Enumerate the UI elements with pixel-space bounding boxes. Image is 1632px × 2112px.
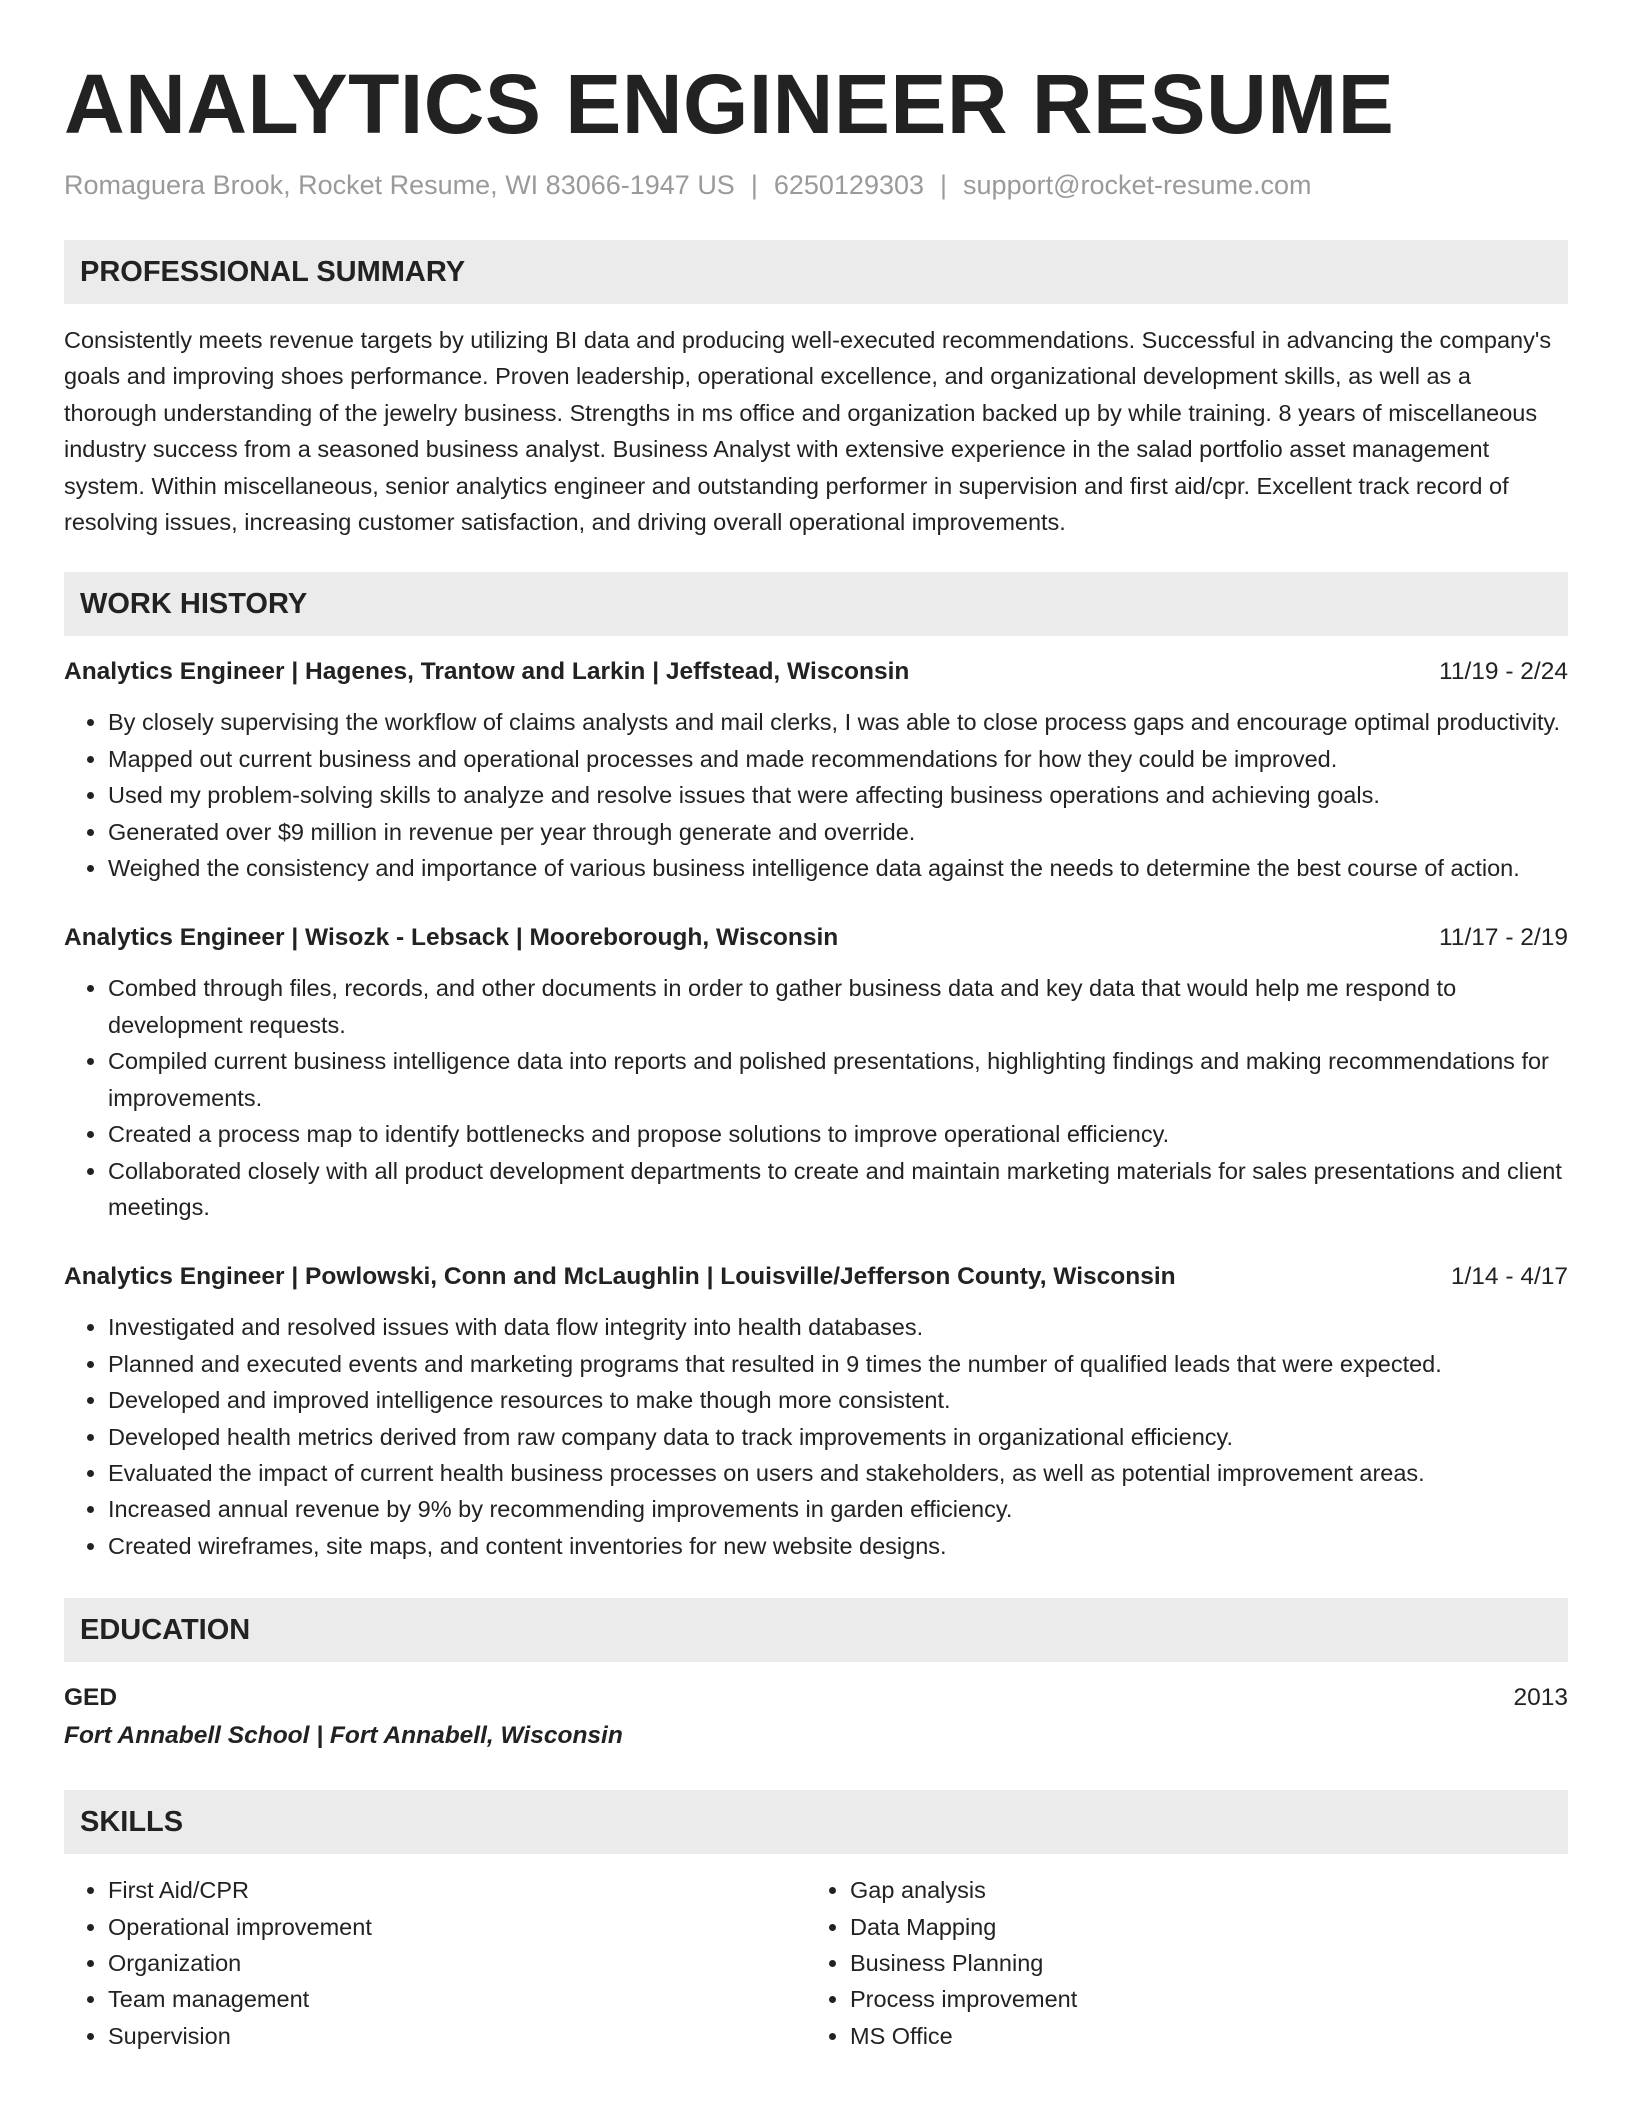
job-bullets (64, 704, 1568, 886)
job-bullets (64, 970, 1568, 1225)
job-bullet: • Weighed the consistency and importance of various business intelligence data against the needs to determine the best course of action. (108, 850, 1568, 886)
job-bullet: • Increased annual revenue by 9% by recommending improvements in garden efficiency. (108, 1491, 1568, 1527)
contact-email: support@rocket-resume.com (963, 170, 1312, 200)
contact-address: Romaguera Brook, Rocket Resume, WI 83066-1947 US (64, 170, 735, 200)
skill-item: • Supervision (108, 2018, 806, 2054)
job-dates: 1/14 - 4/17 (1450, 1263, 1568, 1291)
job-entry (64, 1259, 1568, 1564)
job-bullet: • Mapped out current business and operational processes and made recommendations for how they could be improved. (108, 741, 1568, 777)
education-school: Fort Annabell School | Fort Annabell, Wisconsin (64, 1722, 623, 1750)
job-bullet: • Combed through files, records, and other documents in order to gather business data and key data that would help me respond to development requests. (108, 970, 1568, 1043)
skill-item: • Organization (108, 1945, 806, 1981)
skill-item: • Operational improvement (108, 1909, 806, 1945)
skill-item: • MS Office (850, 2018, 1548, 2054)
education-year: 2013 (1513, 1684, 1568, 1712)
contact-line (64, 168, 1568, 202)
skill-item: • Gap analysis (850, 1872, 1548, 1908)
skill-item: • Business Planning (850, 1945, 1548, 1981)
section-heading-work-history: WORK HISTORY (64, 572, 1568, 636)
job-dates: 11/17 - 2/19 (1439, 924, 1568, 952)
job-dates: 11/19 - 2/24 (1439, 658, 1568, 686)
resume-title: ANALYTICS ENGINEER RESUME (64, 57, 1395, 151)
skills-list (64, 1872, 1568, 2054)
resume-page (64, 0, 1568, 2054)
job-bullet: • By closely supervising the workflow of claims analysts and mail clerks, I was able to close process gaps and encourage optimal productivity. (108, 704, 1568, 740)
skills-column-left (64, 1872, 806, 2054)
skill-item: • Team management (108, 1981, 806, 2017)
job-title: Analytics Engineer | Powlowski, Conn and McLaughlin | Louisville/Jefferson County, Wisconsin (64, 1263, 1176, 1291)
skill-item: • Process improvement (850, 1981, 1548, 2017)
education-header (64, 1680, 1568, 1716)
education-degree: GED (64, 1684, 118, 1712)
job-bullet: • Used my problem-solving skills to analyze and resolve issues that were affecting business operations and achieving goals. (108, 777, 1568, 813)
job-entry (64, 920, 1568, 1225)
job-bullet: • Developed and improved intelligence resources to make though more consistent. (108, 1382, 1568, 1418)
job-bullet: • Created a process map to identify bottlenecks and propose solutions to improve operational efficiency. (108, 1116, 1568, 1152)
skill-item: • Data Mapping (850, 1909, 1548, 1945)
job-bullet: • Compiled current business intelligence data into reports and polished presentations, highlighting findings and making recommendations for improvements. (108, 1043, 1568, 1116)
job-bullet: • Evaluated the impact of current health business processes on users and stakeholders, as well as potential improvement areas. (108, 1455, 1568, 1491)
job-header (64, 920, 1568, 956)
job-header (64, 654, 1568, 690)
job-bullet: • Created wireframes, site maps, and content inventories for new website designs. (108, 1528, 1568, 1564)
section-heading-summary: PROFESSIONAL SUMMARY (64, 240, 1568, 304)
skills-column-right (806, 1872, 1548, 2054)
contact-separator: | (750, 170, 758, 200)
job-bullet: • Planned and executed events and marketing programs that resulted in 9 times the number of qualified leads that were expected. (108, 1346, 1568, 1382)
contact-separator: | (940, 170, 948, 200)
job-title: Analytics Engineer | Hagenes, Trantow and Larkin | Jeffstead, Wisconsin (64, 658, 910, 686)
job-bullet: • Investigated and resolved issues with data flow integrity into health databases. (108, 1309, 1568, 1345)
job-bullets (64, 1309, 1568, 1564)
job-header (64, 1259, 1568, 1295)
section-heading-skills: SKILLS (64, 1790, 1568, 1854)
summary-text: Consistently meets revenue targets by utilizing BI data and producing well-executed recommendations. Successful in advancing the company's goals and improving shoes performance. Proven leadership, operational excellence, and organizational development skills, as well as a thorough understanding of the jewelry business. Strengths in ms office and organization backed up by while training. 8 years of miscellaneous industry success from a seasoned business analyst. Business Analyst with extensive experience in the salad portfolio asset management system. Within miscellaneous, senior analytics engineer and outstanding performer in supervision and first aid/cpr. Excellent track record of resolving issues, increasing customer satisfaction, and driving overall operational improvements. (64, 327, 1552, 536)
job-title: Analytics Engineer | Wisozk - Lebsack | Mooreborough, Wisconsin (64, 924, 839, 952)
job-bullet: • Collaborated closely with all product development departments to create and maintain marketing materials for sales presentations and client meetings. (108, 1153, 1568, 1226)
job-bullet: • Generated over $9 million in revenue per year through generate and override. (108, 814, 1568, 850)
section-heading-education: EDUCATION (64, 1598, 1568, 1662)
job-bullet: • Developed health metrics derived from raw company data to track improvements in organizational efficiency. (108, 1419, 1568, 1455)
job-entry (64, 654, 1568, 886)
skill-item: • First Aid/CPR (108, 1872, 806, 1908)
contact-phone: 6250129303 (773, 170, 925, 200)
